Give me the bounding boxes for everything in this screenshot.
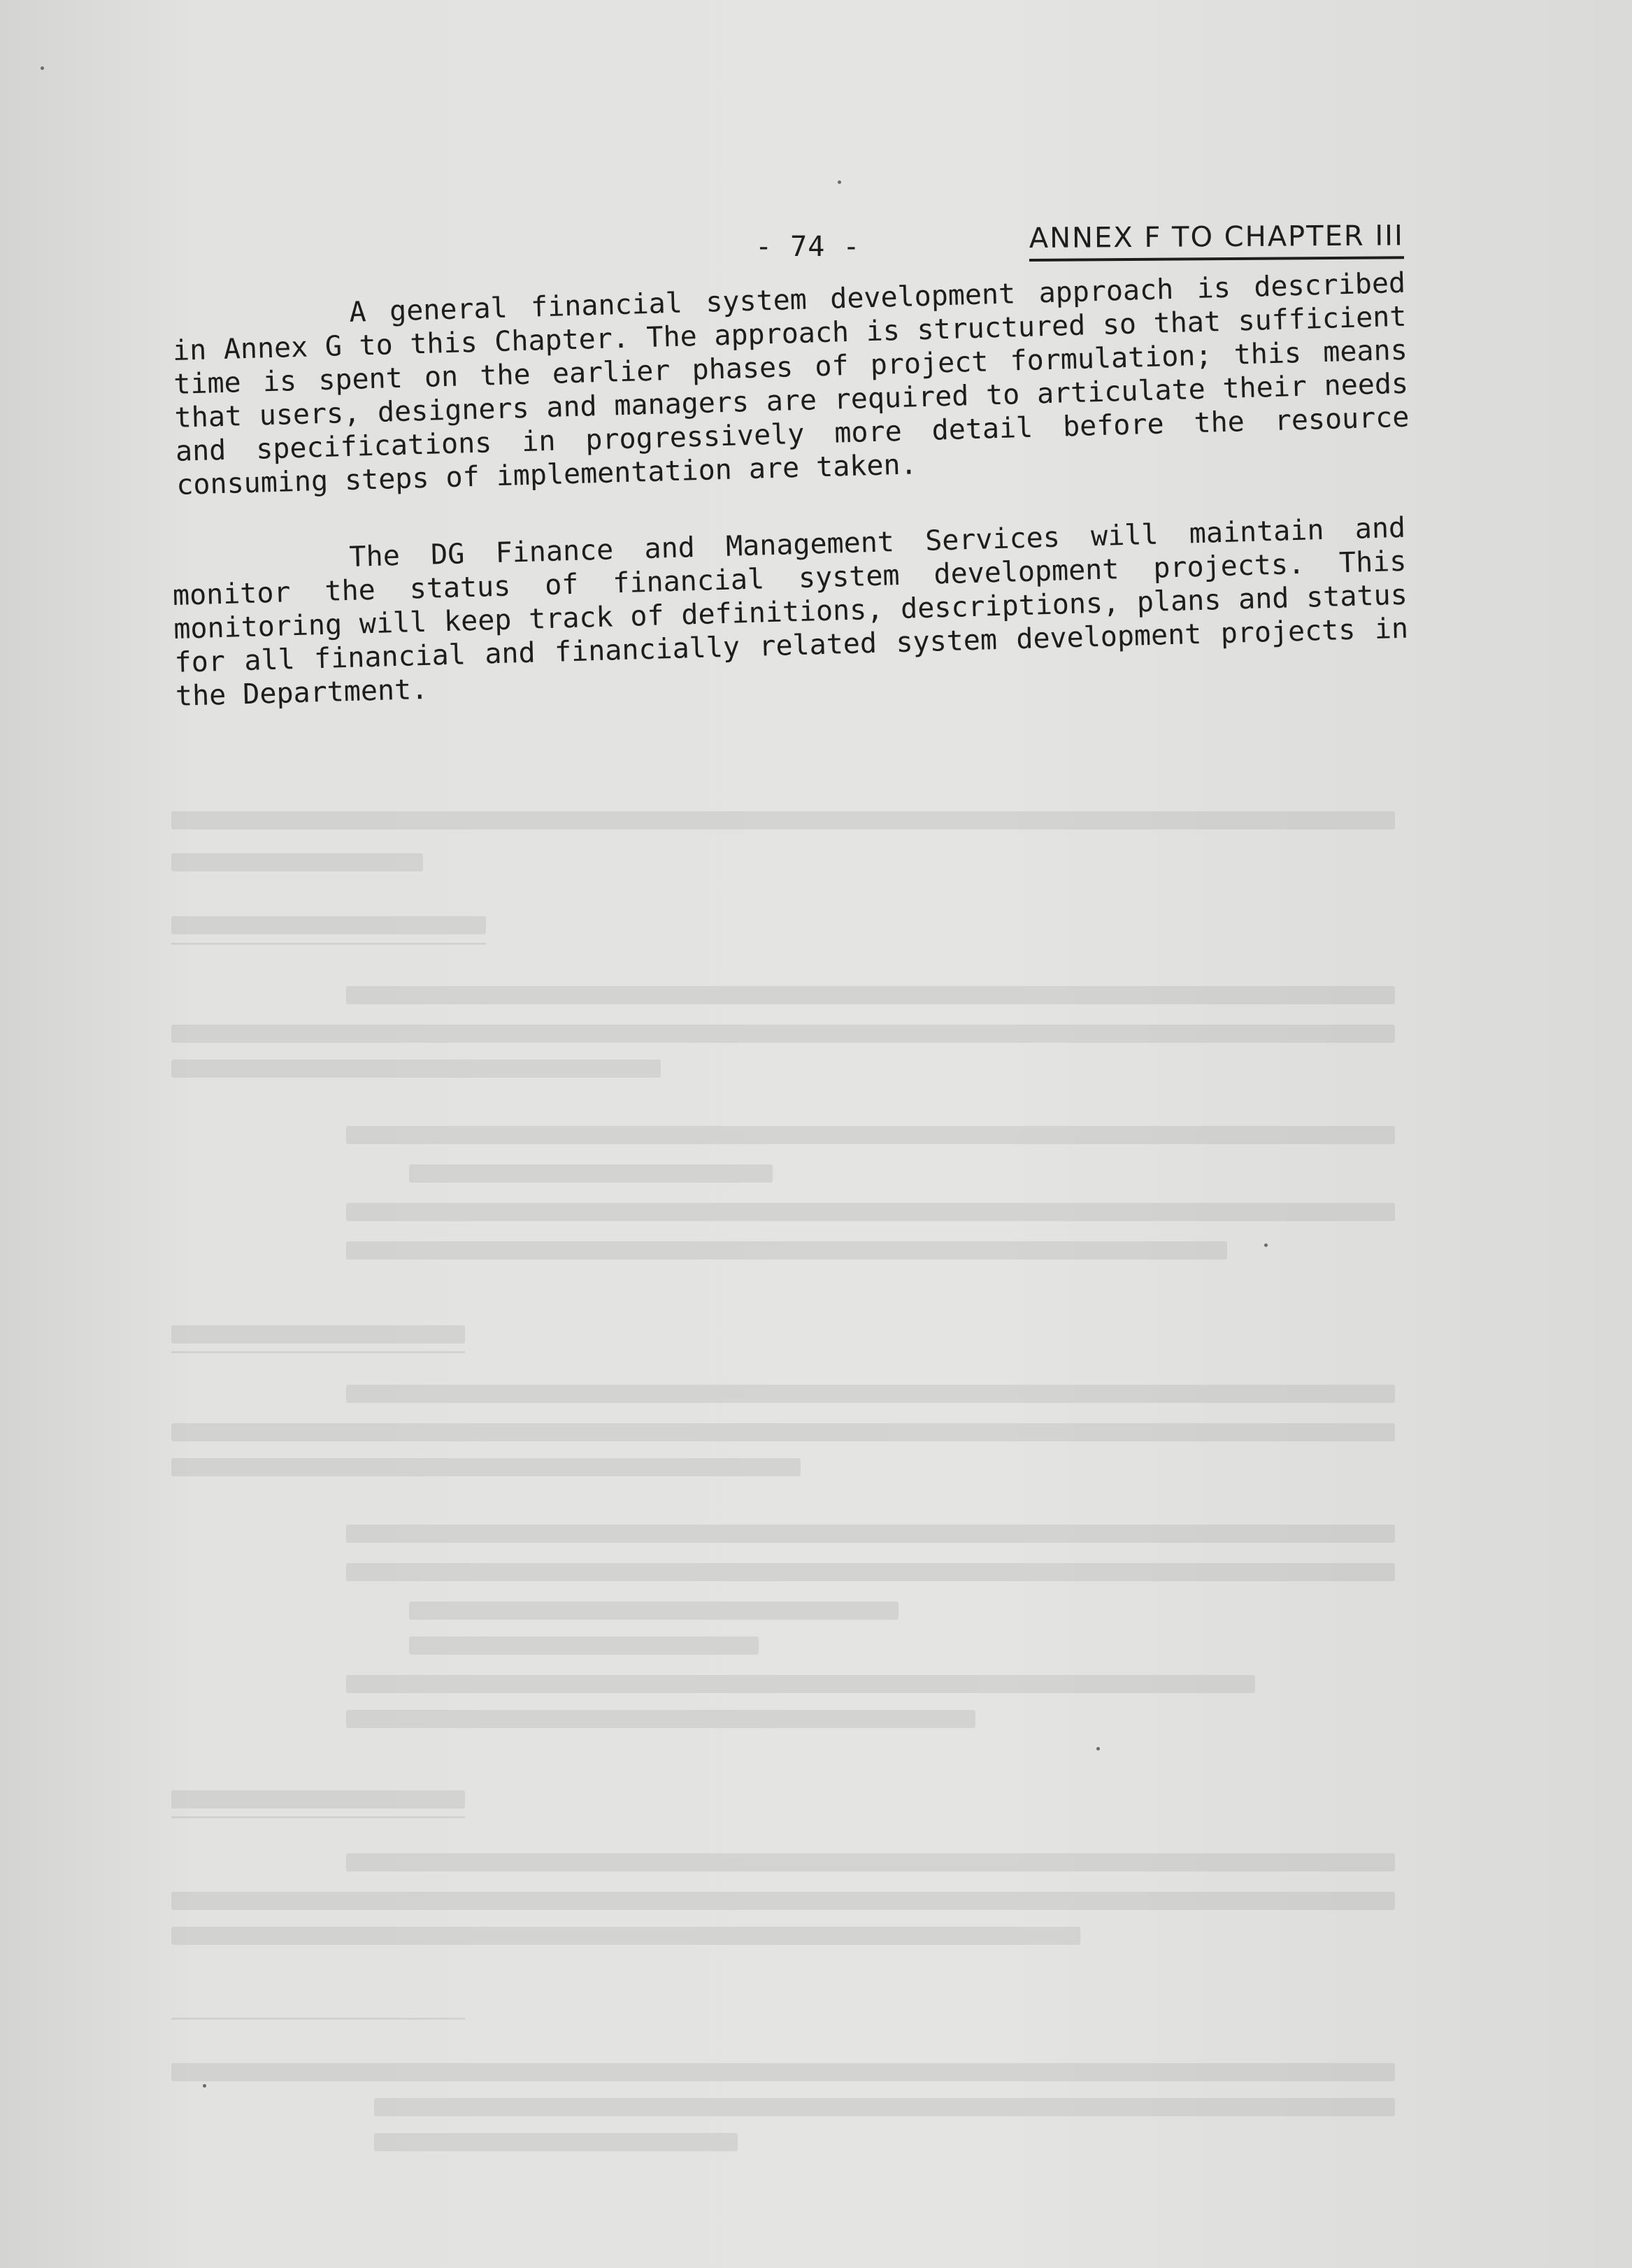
speck [1264,1243,1268,1247]
page-number: - 74 - [755,231,861,263]
paragraph-text: A general financial system development approach is described in Annex G to this Chapter. The approach is structured so that sufficient time is spent on the earlier phases of project formulation; this means that users, designers and managers are required to articulate their needs and specifications in progressively more detail before the resource consuming steps of implementation are taken. [172,266,1410,501]
speck [203,2084,206,2088]
paragraph-text: The DG Finance and Management Services will maintain and monitor the status of financial system development projects. This monitoring will keep track of definitions, descriptions, plans and status for all financial and financially related system development projects in the Department. [172,511,1409,713]
paragraph-1 [171,266,1410,502]
bleed-through-texture [171,783,1405,2168]
annex-heading: ANNEX F TO CHAPTER III [1029,220,1404,262]
paragraph-2 [171,511,1410,713]
speck [41,66,44,70]
speck [1096,1747,1100,1750]
speck [838,180,841,184]
